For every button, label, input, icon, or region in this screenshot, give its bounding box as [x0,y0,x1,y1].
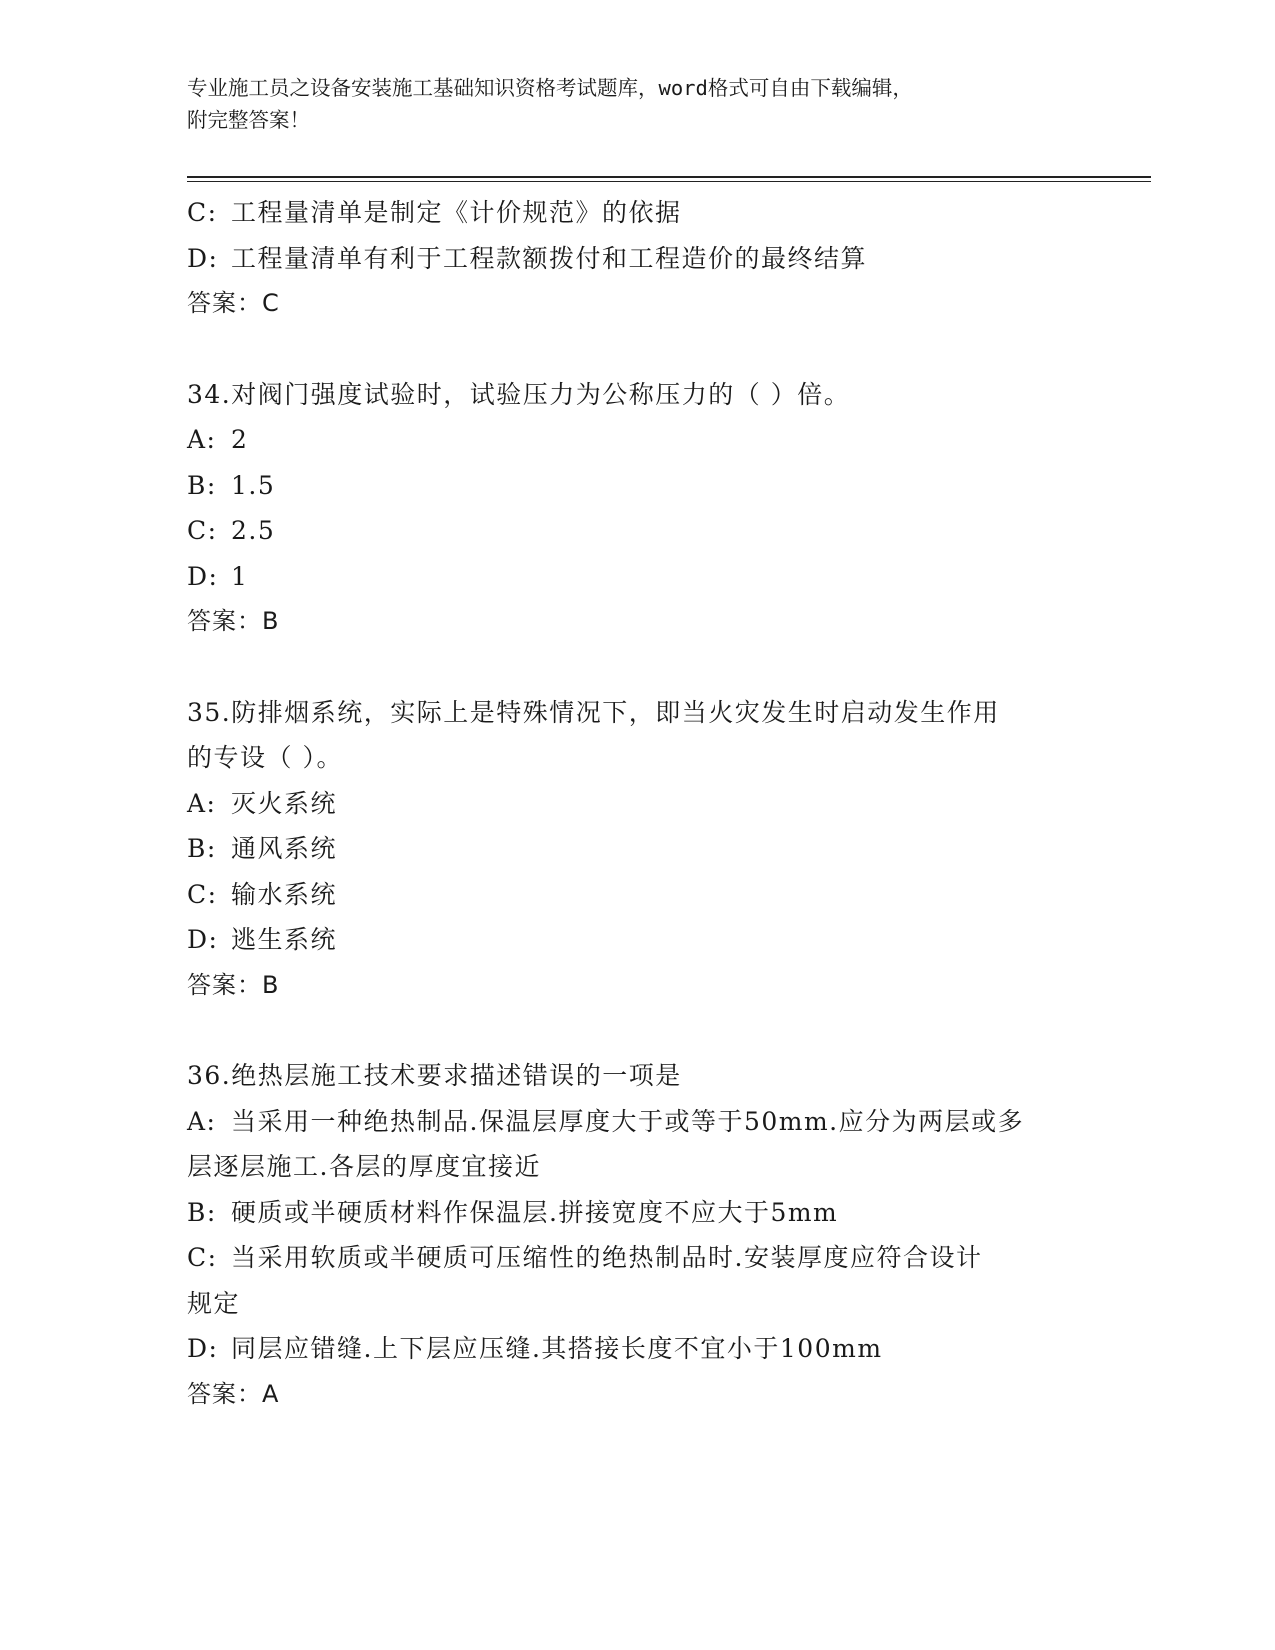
option-label: A: [187,425,217,454]
answer: 答案：C [187,289,280,317]
question-stem: 34.对阀门强度试验时，试验压力为公称压力的（ ）倍。 [187,379,851,409]
option-a [187,781,1087,827]
header-divider-thin [187,181,1151,182]
header-line-2: 附完整答案！ [187,108,310,132]
option-text: 通风系统 [231,834,338,863]
option-b [187,826,1087,872]
option-text: 1.5 [231,470,276,500]
option-c [187,190,1087,236]
option-label: D: [187,561,219,591]
question-36 [187,1053,1087,1417]
option-c-continuation: 规定 [187,1288,241,1318]
option-c [187,508,1087,554]
option-text: 2 [231,425,249,454]
option-text: 灭火系统 [231,788,338,818]
option-label: A: [187,1106,217,1136]
option-text: 同层应错缝.上下层应压缝.其搭接长度不宜小于100mm [231,1334,883,1363]
question-35 [187,690,1087,1009]
option-b [187,463,1087,509]
question-list [187,190,1087,1417]
header-divider-thick [187,176,1151,178]
option-text: 工程量清单是制定《计价规范》的依据 [231,198,682,227]
option-label: C: [187,1243,218,1272]
option-label: D: [187,243,219,273]
option-a [187,417,1087,463]
option-label: D: [187,925,219,954]
option-label: D: [187,1334,219,1363]
option-text: 逃生系统 [231,925,338,954]
option-a-continuation: 层逐层施工.各层的厚度宜接近 [187,1152,541,1181]
option-label: B: [187,470,217,500]
option-c [187,872,1087,918]
question-stem: 36.绝热层施工技术要求描述错误的一项是 [187,1061,682,1090]
option-text: 工程量清单有利于工程款额拨付和工程造价的最终结算 [231,243,868,273]
option-label: C: [187,879,218,909]
header-line-1: 专业施工员之设备安装施工基础知识资格考试题库，word格式可自由下载编辑， [187,76,913,100]
option-b [187,1190,1087,1236]
option-text: 当采用软质或半硬质可压缩性的绝热制品时.安装厚度应符合设计 [231,1243,983,1272]
option-text: 硬质或半硬质材料作保温层.拼接宽度不应大于5mm [231,1197,839,1227]
option-text: 2.5 [231,516,276,545]
question-stem-line-1: 35.防排烟系统，实际上是特殊情况下，即当火灾发生时启动发生作用 [187,697,1000,727]
answer: 答案：A [187,1379,280,1408]
question-34 [187,372,1087,645]
option-label: B: [187,1197,217,1227]
answer: 答案：B [187,607,280,635]
question-33 [187,190,1087,327]
option-d [187,917,1087,963]
option-label: A: [187,788,217,818]
option-d [187,554,1087,600]
option-text: 当采用一种绝热制品.保温层厚度大于或等于50mm.应分为两层或多 [231,1106,1025,1136]
option-d [187,1326,1087,1372]
option-label: C: [187,516,218,545]
option-label: C: [187,198,218,227]
option-label: B: [187,834,217,863]
option-d [187,236,1087,282]
option-text: 1 [231,561,249,591]
option-a [187,1099,1087,1145]
option-text: 输水系统 [231,879,338,909]
question-stem-line-2: 的专设（ ）。 [187,743,343,772]
answer: 答案：B [187,970,280,999]
option-c [187,1235,1087,1281]
document-header [187,72,1067,136]
